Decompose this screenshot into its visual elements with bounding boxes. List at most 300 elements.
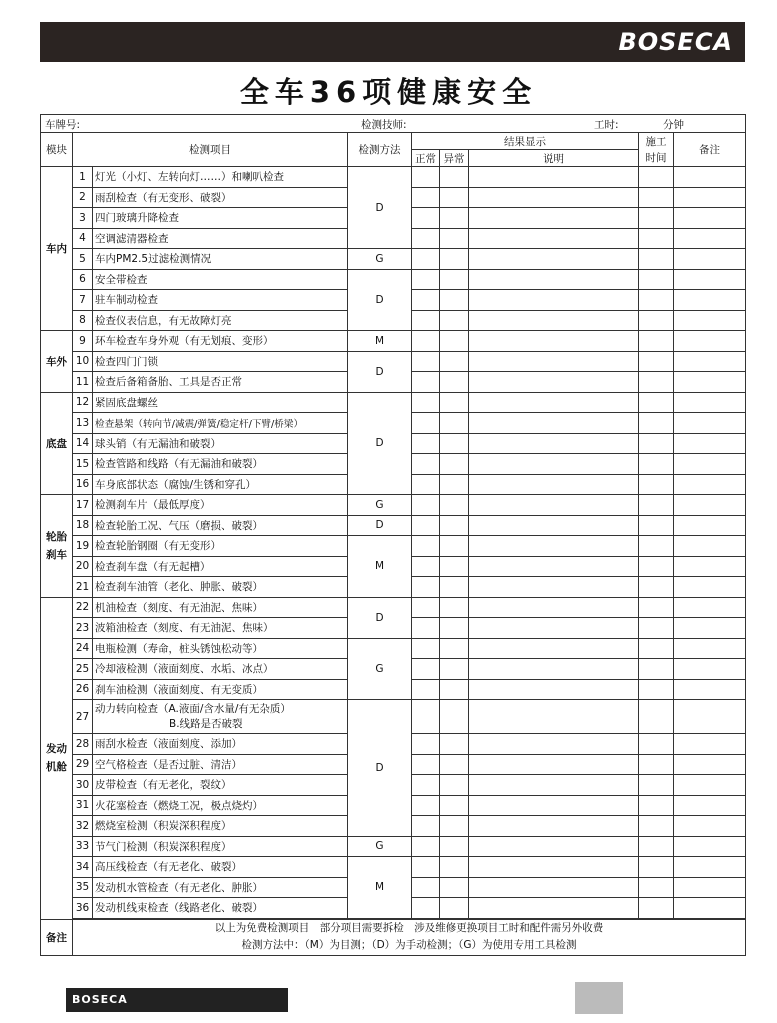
explain-cell[interactable] (469, 536, 639, 557)
remark-cell[interactable] (674, 638, 746, 659)
method-cell: D (348, 515, 412, 536)
time-cell[interactable] (639, 597, 674, 618)
remark-cell[interactable] (674, 331, 746, 352)
module-chassis: 底盘 (41, 392, 73, 495)
abnormal-cell[interactable] (440, 898, 469, 919)
remark-cell[interactable] (674, 392, 746, 413)
abnormal-cell[interactable] (440, 208, 469, 229)
explain-cell[interactable] (469, 556, 639, 577)
normal-cell[interactable] (412, 734, 440, 755)
remark-cell[interactable] (674, 495, 746, 516)
item-text: 电瓶检测（寿命，桩头锈蚀松动等） (93, 638, 348, 659)
abnormal-cell[interactable] (440, 857, 469, 878)
item-text: 紧固底盘螺丝 (93, 392, 348, 413)
explain-cell[interactable] (469, 331, 639, 352)
method-cell: M (348, 857, 412, 919)
item-number: 3 (73, 208, 93, 229)
abnormal-cell[interactable] (440, 597, 469, 618)
abnormal-cell[interactable] (440, 836, 469, 857)
item-number: 22 (73, 597, 93, 618)
remark-cell[interactable] (674, 249, 746, 270)
header-abnormal: 异常 (440, 150, 469, 167)
header-time-line1: 施工 (645, 135, 667, 148)
normal-cell[interactable] (412, 495, 440, 516)
remark-cell[interactable] (674, 754, 746, 775)
item-number: 7 (73, 290, 93, 311)
item-text: 波箱油检查（刻度、有无油泥、焦味） (93, 618, 348, 639)
remark-cell[interactable] (674, 372, 746, 393)
module-notes: 备注 (41, 919, 73, 955)
remark-cell[interactable] (674, 597, 746, 618)
explain-cell[interactable] (469, 816, 639, 837)
normal-cell[interactable] (412, 898, 440, 919)
item-text: 检查悬架（转向节/减震/弹簧/稳定杆/下臂/桥梁） (93, 413, 348, 434)
header-time (639, 133, 674, 167)
time-cell[interactable] (639, 515, 674, 536)
normal-cell[interactable] (412, 413, 440, 434)
item-text: 雨刮水检查（液面刻度、添加） (93, 734, 348, 755)
explain-cell[interactable] (469, 392, 639, 413)
item-text (93, 700, 348, 734)
item-number: 4 (73, 228, 93, 249)
header-row (41, 133, 746, 150)
explain-cell[interactable] (469, 413, 639, 434)
explain-cell[interactable] (469, 269, 639, 290)
item-text: 高压线检查（有无老化、破裂） (93, 857, 348, 878)
method-cell: G (348, 249, 412, 270)
table-row (41, 700, 746, 734)
item-number: 25 (73, 659, 93, 680)
explain-cell[interactable] (469, 857, 639, 878)
explain-cell[interactable] (469, 577, 639, 598)
abnormal-cell[interactable] (440, 577, 469, 598)
explain-cell[interactable] (469, 249, 639, 270)
technician-label: 检测技师: (361, 119, 407, 131)
remark-cell[interactable] (674, 290, 746, 311)
item-number: 31 (73, 795, 93, 816)
normal-cell[interactable] (412, 249, 440, 270)
abnormal-cell[interactable] (440, 372, 469, 393)
item-number: 5 (73, 249, 93, 270)
item-number: 13 (73, 413, 93, 434)
remark-cell[interactable] (674, 351, 746, 372)
remark-cell[interactable] (674, 577, 746, 598)
abnormal-cell[interactable] (440, 249, 469, 270)
item-text: 发动机线束检查（线路老化、破裂） (93, 898, 348, 919)
item-text: 发动机水管检查（有无老化、肿胀） (93, 877, 348, 898)
normal-cell[interactable] (412, 536, 440, 557)
item-number: 32 (73, 816, 93, 837)
abnormal-cell[interactable] (440, 734, 469, 755)
abnormal-cell[interactable] (440, 495, 469, 516)
normal-cell[interactable] (412, 392, 440, 413)
remark-cell[interactable] (674, 816, 746, 837)
normal-cell[interactable] (412, 454, 440, 475)
item-text: 燃烧室检测（积炭深积程度） (93, 816, 348, 837)
item-number: 8 (73, 310, 93, 331)
table-row (41, 857, 746, 878)
normal-cell[interactable] (412, 228, 440, 249)
item-text: 刹车油检测（液面刻度、有无变质） (93, 679, 348, 700)
remark-cell[interactable] (674, 454, 746, 475)
item-number: 35 (73, 877, 93, 898)
item-number: 19 (73, 536, 93, 557)
explain-cell[interactable] (469, 187, 639, 208)
item-text: 环车检查车身外观（有无划痕、变形） (93, 331, 348, 352)
abnormal-cell[interactable] (440, 795, 469, 816)
table-row (41, 536, 746, 557)
item-text: 检查刹车油管（老化、肿胀、破裂） (93, 577, 348, 598)
item-text: 检查轮胎工况、气压（磨损、破裂） (93, 515, 348, 536)
time-cell[interactable] (639, 454, 674, 475)
remark-cell[interactable] (674, 536, 746, 557)
item-text: 空气格检查（是否过脏、清洁） (93, 754, 348, 775)
item-number: 34 (73, 857, 93, 878)
time-cell[interactable] (639, 700, 674, 734)
normal-cell[interactable] (412, 310, 440, 331)
notes-row (41, 919, 746, 955)
item-text: 驻车制动检查 (93, 290, 348, 311)
item-text-line2: B.线路是否破裂 (169, 717, 243, 730)
normal-cell[interactable] (412, 474, 440, 495)
item-text: 球头销（有无漏油和破裂） (93, 433, 348, 454)
notes-line2: 检测方法中：（M）为目测；（D）为手动检测；（G）为使用专用工具检测 (241, 939, 577, 951)
time-cell[interactable] (639, 290, 674, 311)
item-text: 机油检查（刻度、有无油泥、焦味） (93, 597, 348, 618)
brand-logo: BOSECA (618, 28, 733, 56)
time-cell[interactable] (639, 474, 674, 495)
item-number: 12 (73, 392, 93, 413)
abnormal-cell[interactable] (440, 679, 469, 700)
explain-cell[interactable] (469, 775, 639, 796)
minutes-label: 分钟 (663, 119, 684, 131)
abnormal-cell[interactable] (440, 433, 469, 454)
remark-cell[interactable] (674, 474, 746, 495)
method-cell: M (348, 331, 412, 352)
explain-cell[interactable] (469, 474, 639, 495)
inspection-table (40, 114, 746, 956)
remark-cell[interactable] (674, 700, 746, 734)
remark-cell[interactable] (674, 659, 746, 680)
normal-cell[interactable] (412, 836, 440, 857)
time-cell[interactable] (639, 269, 674, 290)
explain-cell[interactable] (469, 290, 639, 311)
remark-cell[interactable] (674, 187, 746, 208)
abnormal-cell[interactable] (440, 700, 469, 734)
item-text: 车内PM2.5过滤检测情况 (93, 249, 348, 270)
item-text: 节气门检测（积炭深积程度） (93, 836, 348, 857)
normal-cell[interactable] (412, 659, 440, 680)
remark-cell[interactable] (674, 413, 746, 434)
table-row (41, 351, 746, 372)
explain-cell[interactable] (469, 679, 639, 700)
normal-cell[interactable] (412, 857, 440, 878)
item-number: 30 (73, 775, 93, 796)
abnormal-cell[interactable] (440, 556, 469, 577)
item-number: 6 (73, 269, 93, 290)
item-text: 冷却液检测（液面刻度、水垢、冰点） (93, 659, 348, 680)
time-cell[interactable] (639, 638, 674, 659)
item-text: 检查轮胎钢圈（有无变形） (93, 536, 348, 557)
module-tire-brake (41, 495, 73, 598)
abnormal-cell[interactable] (440, 754, 469, 775)
explain-cell[interactable] (469, 836, 639, 857)
time-cell[interactable] (639, 618, 674, 639)
explain-cell[interactable] (469, 618, 639, 639)
notes-content (73, 919, 746, 955)
remark-cell[interactable] (674, 795, 746, 816)
time-cell[interactable] (639, 795, 674, 816)
item-number: 26 (73, 679, 93, 700)
method-cell: G (348, 836, 412, 857)
time-cell[interactable] (639, 898, 674, 919)
header-normal: 正常 (412, 150, 440, 167)
explain-cell[interactable] (469, 515, 639, 536)
abnormal-cell[interactable] (440, 816, 469, 837)
header-result: 结果显示 (412, 133, 639, 150)
time-cell[interactable] (639, 877, 674, 898)
item-text: 检查后备箱备胎、工具是否正常 (93, 372, 348, 393)
remark-cell[interactable] (674, 877, 746, 898)
remark-cell[interactable] (674, 618, 746, 639)
item-number: 10 (73, 351, 93, 372)
time-cell[interactable] (639, 734, 674, 755)
module-interior: 车内 (41, 167, 73, 331)
normal-cell[interactable] (412, 597, 440, 618)
explain-cell[interactable] (469, 228, 639, 249)
time-cell[interactable] (639, 679, 674, 700)
normal-cell[interactable] (412, 515, 440, 536)
module-engine (41, 597, 73, 919)
header-module: 模块 (41, 133, 73, 167)
time-cell[interactable] (639, 659, 674, 680)
item-text: 灯光（小灯、左转向灯……）和喇叭检查 (93, 167, 348, 188)
time-cell[interactable] (639, 167, 674, 188)
remark-cell[interactable] (674, 898, 746, 919)
method-cell: G (348, 495, 412, 516)
table-row (41, 331, 746, 352)
time-cell[interactable] (639, 208, 674, 229)
explain-cell[interactable] (469, 597, 639, 618)
abnormal-cell[interactable] (440, 877, 469, 898)
plate-label: 车牌号: (45, 119, 81, 131)
abnormal-cell[interactable] (440, 331, 469, 352)
time-cell[interactable] (639, 836, 674, 857)
bottom-logo: BOSECA (66, 988, 288, 1012)
abnormal-cell[interactable] (440, 638, 469, 659)
remark-cell[interactable] (674, 515, 746, 536)
remark-cell[interactable] (674, 310, 746, 331)
explain-cell[interactable] (469, 659, 639, 680)
header-remark: 备注 (674, 133, 746, 167)
normal-cell[interactable] (412, 208, 440, 229)
item-number: 2 (73, 187, 93, 208)
time-cell[interactable] (639, 577, 674, 598)
normal-cell[interactable] (412, 775, 440, 796)
item-number: 16 (73, 474, 93, 495)
time-cell[interactable] (639, 228, 674, 249)
abnormal-cell[interactable] (440, 474, 469, 495)
item-number: 18 (73, 515, 93, 536)
abnormal-cell[interactable] (440, 515, 469, 536)
abnormal-cell[interactable] (440, 269, 469, 290)
remark-cell[interactable] (674, 228, 746, 249)
time-cell[interactable] (639, 187, 674, 208)
abnormal-cell[interactable] (440, 167, 469, 188)
normal-cell[interactable] (412, 877, 440, 898)
explain-cell[interactable] (469, 898, 639, 919)
remark-cell[interactable] (674, 167, 746, 188)
explain-cell[interactable] (469, 734, 639, 755)
normal-cell[interactable] (412, 372, 440, 393)
item-number: 21 (73, 577, 93, 598)
item-number: 29 (73, 754, 93, 775)
explain-cell[interactable] (469, 700, 639, 734)
item-text: 空调滤清器检查 (93, 228, 348, 249)
normal-cell[interactable] (412, 816, 440, 837)
method-cell: D (348, 597, 412, 638)
method-cell: M (348, 536, 412, 598)
abnormal-cell[interactable] (440, 290, 469, 311)
item-number: 28 (73, 734, 93, 755)
explain-cell[interactable] (469, 877, 639, 898)
normal-cell[interactable] (412, 700, 440, 734)
method-cell: D (348, 700, 412, 837)
item-number: 23 (73, 618, 93, 639)
time-cell[interactable] (639, 816, 674, 837)
time-cell[interactable] (639, 413, 674, 434)
normal-cell[interactable] (412, 556, 440, 577)
abnormal-cell[interactable] (440, 454, 469, 475)
method-cell: D (348, 269, 412, 331)
item-number: 9 (73, 331, 93, 352)
method-cell: D (348, 167, 412, 249)
explain-cell[interactable] (469, 495, 639, 516)
remark-cell[interactable] (674, 269, 746, 290)
normal-cell[interactable] (412, 331, 440, 352)
remark-cell[interactable] (674, 679, 746, 700)
remark-cell[interactable] (674, 556, 746, 577)
normal-cell[interactable] (412, 351, 440, 372)
item-number: 20 (73, 556, 93, 577)
method-cell: D (348, 392, 412, 495)
module-engine-line2: 机舱 (46, 761, 67, 773)
remark-cell[interactable] (674, 734, 746, 755)
abnormal-cell[interactable] (440, 659, 469, 680)
method-cell: D (348, 351, 412, 392)
explain-cell[interactable] (469, 372, 639, 393)
labor-hours-label: 工时: (594, 119, 619, 131)
explain-cell[interactable] (469, 167, 639, 188)
abnormal-cell[interactable] (440, 228, 469, 249)
time-cell[interactable] (639, 775, 674, 796)
item-text: 皮带检查（有无老化，裂纹） (93, 775, 348, 796)
explain-cell[interactable] (469, 208, 639, 229)
time-cell[interactable] (639, 556, 674, 577)
qr-stamp (575, 982, 623, 1014)
module-tire-line2: 刹车 (46, 548, 67, 561)
time-cell[interactable] (639, 331, 674, 352)
module-exterior: 车外 (41, 331, 73, 393)
item-number: 11 (73, 372, 93, 393)
item-text: 检查仪表信息，有无故障灯亮 (93, 310, 348, 331)
explain-cell[interactable] (469, 433, 639, 454)
normal-cell[interactable] (412, 638, 440, 659)
abnormal-cell[interactable] (440, 310, 469, 331)
remark-cell[interactable] (674, 775, 746, 796)
remark-cell[interactable] (674, 857, 746, 878)
item-text: 车身底部状态（腐蚀/生锈和穿孔） (93, 474, 348, 495)
normal-cell[interactable] (412, 269, 440, 290)
time-cell[interactable] (639, 392, 674, 413)
normal-cell[interactable] (412, 187, 440, 208)
item-number: 24 (73, 638, 93, 659)
item-text: 检测刹车片（最低厚度） (93, 495, 348, 516)
item-number: 33 (73, 836, 93, 857)
time-cell[interactable] (639, 495, 674, 516)
header-method: 检测方法 (348, 133, 412, 167)
normal-cell[interactable] (412, 290, 440, 311)
abnormal-cell[interactable] (440, 187, 469, 208)
remark-cell[interactable] (674, 433, 746, 454)
explain-cell[interactable] (469, 351, 639, 372)
explain-cell[interactable] (469, 754, 639, 775)
normal-cell[interactable] (412, 618, 440, 639)
item-number: 15 (73, 454, 93, 475)
explain-cell[interactable] (469, 795, 639, 816)
time-cell[interactable] (639, 310, 674, 331)
normal-cell[interactable] (412, 679, 440, 700)
explain-cell[interactable] (469, 638, 639, 659)
time-cell[interactable] (639, 857, 674, 878)
time-cell[interactable] (639, 351, 674, 372)
normal-cell[interactable] (412, 167, 440, 188)
method-cell: G (348, 638, 412, 700)
table-row (41, 269, 746, 290)
remark-cell[interactable] (674, 208, 746, 229)
item-number: 17 (73, 495, 93, 516)
normal-cell[interactable] (412, 795, 440, 816)
time-cell[interactable] (639, 249, 674, 270)
explain-cell[interactable] (469, 454, 639, 475)
normal-cell[interactable] (412, 754, 440, 775)
item-number: 36 (73, 898, 93, 919)
table-row (41, 495, 746, 516)
table-row (41, 392, 746, 413)
header-time-line2: 时间 (645, 151, 667, 164)
time-cell[interactable] (639, 754, 674, 775)
time-cell[interactable] (639, 372, 674, 393)
table-row (41, 249, 746, 270)
table-row (41, 597, 746, 618)
module-tire-line1: 轮胎 (46, 530, 67, 543)
normal-cell[interactable] (412, 433, 440, 454)
header-item: 检测项目 (73, 133, 348, 167)
time-cell[interactable] (639, 536, 674, 557)
normal-cell[interactable] (412, 577, 440, 598)
abnormal-cell[interactable] (440, 618, 469, 639)
abnormal-cell[interactable] (440, 351, 469, 372)
abnormal-cell[interactable] (440, 536, 469, 557)
abnormal-cell[interactable] (440, 392, 469, 413)
abnormal-cell[interactable] (440, 413, 469, 434)
header-explain: 说明 (469, 150, 639, 167)
remark-cell[interactable] (674, 836, 746, 857)
explain-cell[interactable] (469, 310, 639, 331)
time-cell[interactable] (639, 433, 674, 454)
abnormal-cell[interactable] (440, 775, 469, 796)
table-row (41, 638, 746, 659)
